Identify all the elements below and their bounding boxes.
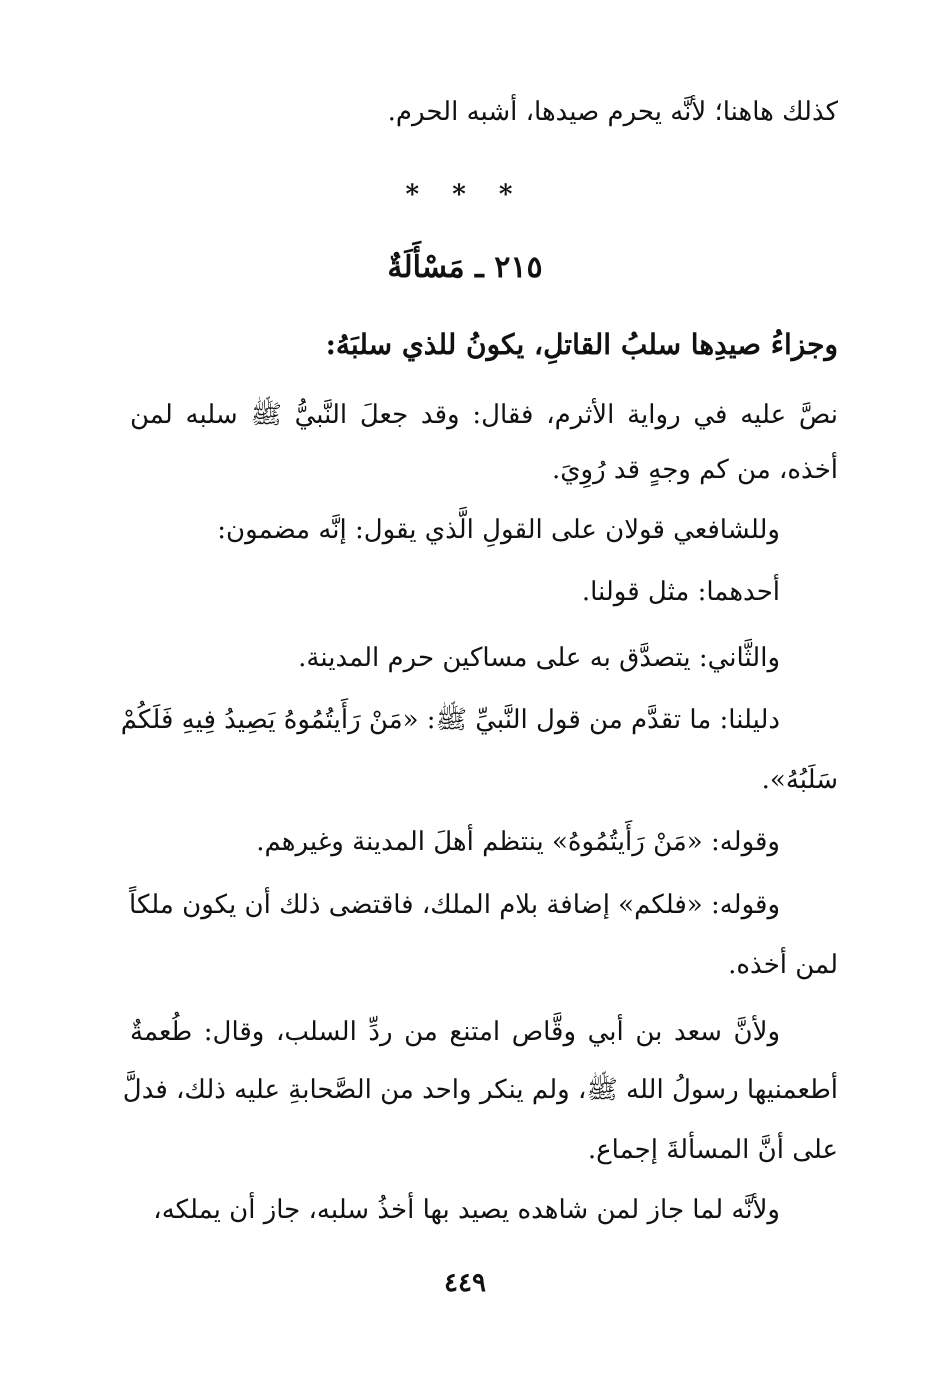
paragraph-line: والثَّاني: يتصدَّق به على مساكين حرم المدينة. bbox=[298, 643, 780, 673]
paragraph-line: لمن أخذه. bbox=[728, 950, 838, 980]
paragraph-line: ولأنَّ سعد بن أبي وقَّاص امتنع من ردِّ السلب، وقال: طُعمةٌ bbox=[130, 1017, 780, 1047]
issue-heading: ٢١٥ ـ مَسْأَلَةٌ bbox=[387, 250, 543, 285]
paragraph-line: أخذه، من كم وجهٍ قد رُوِيَ. bbox=[551, 455, 838, 485]
page-number: ٤٤٩ bbox=[444, 1268, 486, 1298]
paragraph-line: أحدهما: مثل قولنا. bbox=[581, 577, 780, 607]
paragraph-line: وقوله: «مَنْ رَأَيتُمُوهُ» ينتظم أهلَ المدينة وغيرهم. bbox=[256, 827, 780, 857]
paragraph-line: أطعمنيها رسولُ الله ﷺ، ولم ينكر واحد من الصَّحابةِ عليه ذلك، فدلَّ bbox=[122, 1075, 838, 1105]
top-text-line: كذلك هاهنا؛ لأنَّه يحرم صيدها، أشبه الحرم. bbox=[387, 97, 838, 127]
paragraph-line: على أنَّ المسألةَ إجماع. bbox=[587, 1135, 838, 1165]
paragraph-line: سَلَبُهُ». bbox=[761, 765, 838, 795]
section-separator: * * * bbox=[405, 180, 525, 210]
main-statement: وجزاءُ صيدِها سلبُ القاتلِ، يكونُ للذي سلبَهُ: bbox=[325, 328, 838, 361]
paragraph-line: ولأنَّه لما جاز لمن شاهده يصيد بها أخذُ سلبه، جاز أن يملكه، bbox=[153, 1195, 780, 1225]
paragraph-line: وقوله: «فلكم» إضافة بلام الملك، فاقتضى ذلك أن يكون ملكاً bbox=[129, 890, 780, 920]
paragraph-line: نصَّ عليه في رواية الأثرم، فقال: وقد جعلَ النَّبيُّ ﷺ سلبه لمن bbox=[130, 400, 838, 430]
paragraph-line: دليلنا: ما تقدَّم من قول النَّبيِّ ﷺ: «مَنْ رَأَيتُمُوهُ يَصِيدُ فِيهِ فَلَكُمْ bbox=[120, 705, 780, 735]
paragraph-line: وللشافعي قولان على القولِ الَّذي يقول: إنَّه مضمون: bbox=[217, 515, 780, 545]
